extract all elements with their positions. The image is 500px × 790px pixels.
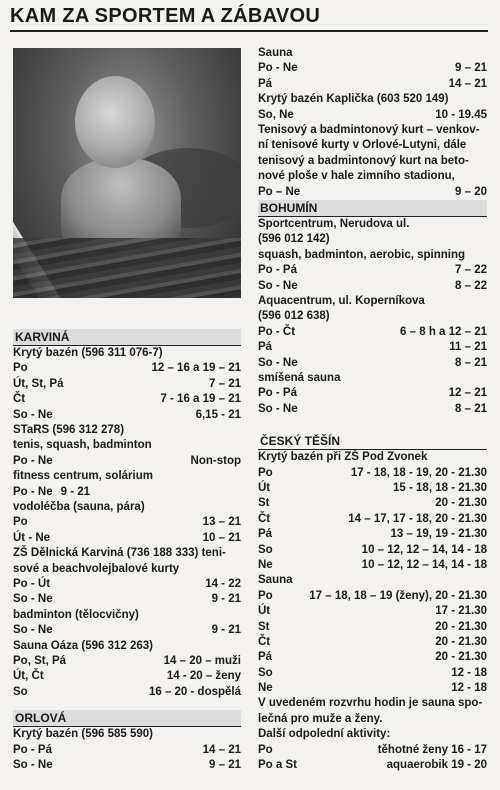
schedule-day: Po - Pá	[13, 743, 52, 756]
schedule-day: Čt	[258, 512, 271, 525]
schedule-time: 13 – 21	[202, 516, 241, 529]
right-column	[258, 46, 487, 773]
schedule-day: So - Ne	[13, 758, 53, 771]
schedule-row	[258, 279, 487, 294]
spacer	[13, 700, 241, 710]
schedule-time: 12 – 16 a 19 – 21	[151, 362, 241, 375]
venue-text: Krytý bazén při ZŠ Pod Zvonek	[258, 451, 428, 464]
schedule-time: 6,15 - 21	[195, 408, 241, 421]
schedule-time: těhotné ženy 16 - 17	[377, 743, 487, 756]
schedule-row	[258, 402, 487, 417]
venue-text: ZŠ Dělnická Karviná (736 188 333) teni-	[13, 547, 226, 560]
schedule-time: 12 - 18	[451, 682, 487, 695]
schedule-day: Pá	[258, 651, 273, 664]
venue-text: vodoléčba (sauna, pára)	[13, 500, 145, 513]
schedule-time: 8 – 21	[455, 402, 487, 415]
schedule-time: 7 - 16 a 19 – 21	[160, 393, 241, 406]
venue-text: tenis, squash, badminton	[13, 439, 152, 452]
schedule-day: Út, St, Pá	[13, 377, 64, 390]
water-shape	[13, 238, 241, 298]
venue-text: Krytý bazén (596 311 076-7)	[13, 347, 163, 359]
schedule-row	[258, 558, 487, 573]
schedule-day: Pá	[258, 341, 273, 354]
venue-text: Další odpolední aktivity:	[258, 728, 391, 741]
schedule-row	[258, 61, 487, 76]
baby-head-shape	[75, 76, 155, 168]
schedule-time: 20 - 21.30	[435, 497, 487, 510]
schedule-time: 10 – 21	[202, 531, 241, 544]
schedule-day: So - Ne	[258, 356, 298, 369]
schedule-row	[258, 512, 487, 527]
schedule-row	[258, 77, 487, 92]
schedule-row	[258, 108, 487, 123]
schedule-day: So - Ne	[13, 624, 53, 637]
schedule-day: Po	[258, 466, 273, 479]
schedule-row	[258, 758, 487, 773]
schedule-day: Po - Ne	[13, 485, 53, 498]
schedule-row	[258, 481, 487, 496]
schedule-row	[258, 589, 487, 604]
schedule-row	[258, 340, 487, 355]
venue-text: (596 012 142)	[258, 233, 330, 246]
venue-text: badminton (tělocvičny)	[13, 608, 139, 621]
schedule-time: 10 – 12, 12 – 14, 14 - 18	[361, 543, 487, 556]
schedule-time: 7 – 22	[455, 264, 487, 277]
schedule-row	[13, 654, 241, 669]
schedule-time: 20 - 21.30	[435, 620, 487, 633]
schedule-day: Po - Ne	[258, 62, 298, 75]
schedule-time: 16 – 20 - dospělá	[148, 685, 241, 698]
section-heading: KARVINÁ	[13, 329, 241, 346]
schedule-row	[258, 635, 487, 650]
schedule-day: St	[258, 497, 270, 510]
venue-text: nové ploše v hale zimního stadionu,	[258, 170, 455, 183]
schedule-day: So - Ne	[258, 279, 298, 292]
schedule-row	[13, 669, 241, 684]
schedule-day: Po, St, Pá	[13, 654, 67, 667]
page-title: KAM ZA SPORTEM A ZÁBAVOU	[10, 4, 488, 32]
schedule-time: 9 - 21	[211, 593, 241, 606]
schedule-row	[258, 650, 487, 665]
schedule-row	[258, 185, 487, 200]
schedule-time: 6 – 8 h a 12 – 21	[400, 325, 487, 338]
venue-text: Sauna Oáza (596 312 263)	[13, 639, 153, 652]
schedule-row	[13, 361, 241, 376]
schedule-time: 8 – 21	[455, 356, 487, 369]
schedule-row	[258, 527, 487, 542]
schedule-row	[13, 743, 241, 758]
schedule-day: Po - Pá	[258, 264, 297, 277]
schedule-row	[13, 515, 241, 530]
schedule-row	[258, 263, 487, 278]
schedule-time: 20 - 21.30	[435, 651, 487, 664]
schedule-time: 11 – 21	[449, 341, 487, 354]
schedule-row	[13, 685, 241, 700]
schedule-time: 12 – 21	[448, 387, 487, 400]
schedule-day: Pá	[258, 77, 273, 90]
venue-text: smíšená sauna	[258, 371, 341, 384]
venue-text: sové a beachvolejbalové kurty	[13, 562, 180, 575]
schedule-time: 9 - 21	[60, 485, 91, 498]
schedule-time: Non-stop	[190, 454, 241, 467]
schedule-row	[13, 392, 241, 407]
spacer	[258, 417, 487, 427]
venue-text: lečná pro muže a ženy.	[258, 712, 383, 725]
schedule-row	[13, 454, 241, 469]
schedule-time: 14 – 20 – muži	[163, 654, 241, 667]
venue-text: Tenisový a badmintonový kurt – venkov-	[258, 123, 480, 136]
schedule-day: St	[258, 620, 270, 633]
schedule-day: Po	[258, 743, 273, 756]
schedule-row	[13, 592, 241, 607]
section-heading: BOHUMÍN	[258, 200, 487, 217]
schedule-row	[13, 758, 241, 773]
venue-text: Sauna	[258, 47, 293, 59]
schedule-row	[258, 496, 487, 511]
venue-text: V uvedeném rozvrhu hodin je sauna spo-	[258, 697, 483, 710]
schedule-day: So - Ne	[13, 593, 53, 606]
schedule-row	[258, 620, 487, 635]
schedule-row	[13, 531, 241, 546]
schedule-row	[258, 466, 487, 481]
schedule-row	[258, 743, 487, 758]
schedule-time: aquaerobik 19 - 20	[386, 759, 487, 772]
schedule-day: Út	[258, 481, 271, 494]
schedule-day: Čt	[13, 393, 26, 406]
schedule-time: 17 – 18, 18 – 19 (ženy), 20 - 21.30	[309, 589, 487, 602]
schedule-day: So	[13, 685, 28, 698]
schedule-time: 20 - 21.30	[435, 635, 487, 648]
schedule-time: 10 - 19.45	[435, 108, 487, 121]
baby-body-shape	[61, 158, 181, 248]
section-heading: ORLOVÁ	[13, 710, 241, 727]
schedule-day: Ne	[258, 558, 273, 571]
schedule-time: 9 – 21	[455, 62, 487, 75]
schedule-day: Út	[258, 605, 271, 618]
venue-text: Krytý bazén Kaplička (603 520 149)	[258, 93, 449, 106]
schedule-time: 13 – 19, 19 - 21.30	[390, 528, 487, 541]
schedule-row	[258, 681, 487, 696]
schedule-day: Po - Pá	[258, 387, 297, 400]
venue-text: Krytý bazén (596 585 590)	[13, 728, 153, 741]
venue-text: ní tenisové kurty v Orlové-Lutyni, dále	[258, 139, 467, 152]
venue-text: squash, badminton, aerobic, spinning	[258, 248, 466, 261]
schedule-row	[258, 604, 487, 619]
schedule-row	[258, 356, 487, 371]
schedule-time: 14 – 17, 17 - 18, 20 - 21.30	[348, 512, 487, 525]
schedule-time: 15 - 18, 18 - 21.30	[393, 481, 487, 494]
schedule-day: Po	[258, 589, 273, 602]
schedule-day: So - Ne	[258, 402, 298, 415]
schedule-day: Po - Ne	[13, 454, 53, 467]
schedule-row	[13, 408, 241, 423]
venue-text: Sauna	[258, 574, 293, 587]
schedule-row	[13, 485, 241, 500]
schedule-row	[258, 386, 487, 401]
schedule-day: Út, Čt	[13, 670, 44, 683]
schedule-time: 17 - 21.30	[435, 605, 487, 618]
schedule-day: Po a St	[258, 759, 297, 772]
venue-text: fitness centrum, solárium	[13, 470, 153, 483]
schedule-day: So	[258, 666, 273, 679]
schedule-day: Po - Čt	[258, 325, 296, 338]
schedule-day: Čt	[258, 635, 271, 648]
schedule-time: 17 - 18, 18 - 19, 20 - 21.30	[350, 466, 487, 479]
schedule-day: Út - Ne	[13, 531, 51, 544]
schedule-row	[258, 543, 487, 558]
schedule-day: Po – Ne	[258, 185, 301, 198]
schedule-time: 10 – 12, 12 – 14, 14 - 18	[361, 558, 487, 571]
schedule-day: So, Ne	[258, 108, 294, 121]
schedule-time: 9 – 21	[209, 758, 241, 771]
schedule-day: Pá	[258, 528, 273, 541]
schedule-day: So - Ne	[13, 408, 53, 421]
schedule-row	[13, 577, 241, 592]
schedule-time: 12 - 18	[451, 666, 487, 679]
venue-text: (596 012 638)	[258, 310, 330, 323]
schedule-row	[258, 325, 487, 340]
schedule-row	[258, 666, 487, 681]
schedule-day: Po - Út	[13, 577, 51, 590]
schedule-time: 9 - 21	[211, 624, 241, 637]
schedule-time: 9 – 20	[455, 185, 487, 198]
schedule-time: 14 – 21	[448, 77, 487, 90]
schedule-day: Po	[13, 362, 28, 375]
venue-text: tenisový a badmintonový kurt na beto-	[258, 154, 469, 167]
section-heading: ČESKÝ TĚŠÍN	[258, 433, 487, 450]
schedule-day: Po	[13, 516, 28, 529]
baby-swimming-photo	[13, 48, 241, 298]
venue-text: Aquacentrum, ul. Koperníkova	[258, 295, 425, 307]
schedule-row	[13, 623, 241, 638]
schedule-time: 14 - 20 – ženy	[166, 670, 241, 683]
venue-text: STaRS (596 312 278)	[13, 423, 125, 436]
schedule-time: 14 – 21	[202, 743, 241, 756]
schedule-day: So	[258, 543, 273, 556]
schedule-day: Ne	[258, 682, 273, 695]
left-column	[13, 329, 241, 773]
schedule-time: 14 - 22	[205, 577, 241, 590]
schedule-time: 7 – 21	[209, 377, 241, 390]
schedule-time: 8 – 22	[455, 279, 487, 292]
schedule-row	[13, 377, 241, 392]
venue-text: Sportcentrum, Nerudova ul.	[258, 218, 410, 230]
